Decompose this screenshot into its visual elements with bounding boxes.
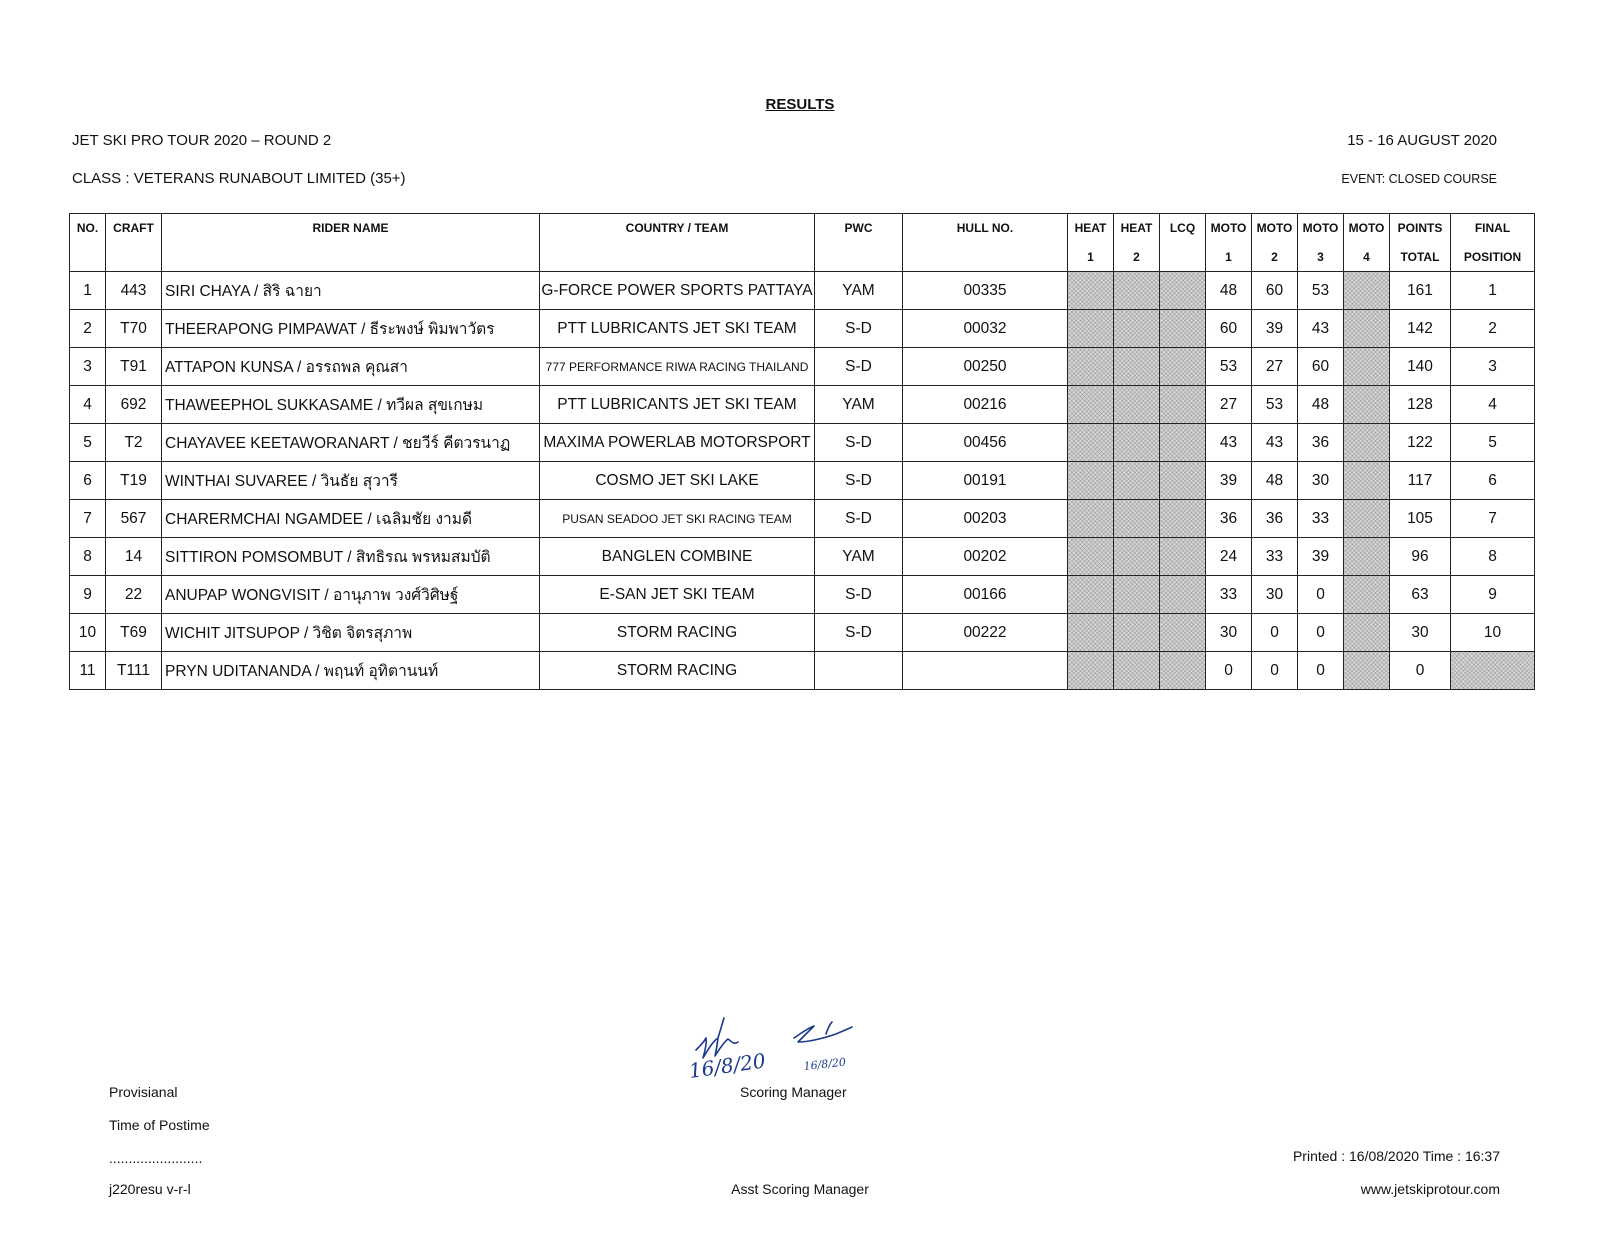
cell-moto4 xyxy=(1344,424,1390,462)
cell-lcq xyxy=(1160,348,1206,386)
cell-points-total: 140 xyxy=(1390,348,1451,386)
cell-hull-no: 00203 xyxy=(903,500,1068,538)
cell-heat1 xyxy=(1068,272,1114,310)
cell-heat2 xyxy=(1114,424,1160,462)
cell-team: BANGLEN COMBINE xyxy=(540,538,815,576)
document-code: j220resu v-r-l xyxy=(109,1181,191,1197)
cell-craft: T111 xyxy=(106,652,162,690)
cell-final-position: 3 xyxy=(1451,348,1535,386)
cell-rider-name: SIRI CHAYA / สิริ ฉายา xyxy=(162,272,540,310)
asst-scoring-manager-label: Asst Scoring Manager xyxy=(731,1181,869,1197)
cell-team: STORM RACING xyxy=(540,652,815,690)
cell-moto1: 33 xyxy=(1206,576,1252,614)
cell-hull-no: 00032 xyxy=(903,310,1068,348)
cell-pwc: S-D xyxy=(815,462,903,500)
header-moto1-num: 1 xyxy=(1206,242,1252,272)
cell-moto4 xyxy=(1344,614,1390,652)
cell-no: 6 xyxy=(70,462,106,500)
cell-hull-no: 00222 xyxy=(903,614,1068,652)
header-moto3: MOTO xyxy=(1298,214,1344,243)
cell-pwc xyxy=(815,652,903,690)
cell-moto2: 48 xyxy=(1252,462,1298,500)
cell-points-total: 161 xyxy=(1390,272,1451,310)
cell-heat2 xyxy=(1114,272,1160,310)
signature-date-1: 16/8/20 xyxy=(690,1048,768,1083)
cell-craft: 567 xyxy=(106,500,162,538)
header-final-position: POSITION xyxy=(1451,242,1535,272)
cell-team: PUSAN SEADOO JET SKI RACING TEAM xyxy=(540,500,815,538)
cell-heat1 xyxy=(1068,652,1114,690)
cell-moto2: 53 xyxy=(1252,386,1298,424)
cell-points-total: 63 xyxy=(1390,576,1451,614)
cell-moto4 xyxy=(1344,386,1390,424)
cell-final-position: 6 xyxy=(1451,462,1535,500)
cell-moto4 xyxy=(1344,348,1390,386)
cell-pwc: S-D xyxy=(815,576,903,614)
header-lcq: LCQ xyxy=(1160,214,1206,243)
cell-craft: 443 xyxy=(106,272,162,310)
cell-craft: T2 xyxy=(106,424,162,462)
cell-team: 777 PERFORMANCE RIWA RACING THAILAND xyxy=(540,348,815,386)
cell-heat1 xyxy=(1068,310,1114,348)
signature-date-2: 16/8/20 xyxy=(802,1055,847,1073)
cell-team: COSMO JET SKI LAKE xyxy=(540,462,815,500)
header-final: FINAL xyxy=(1451,214,1535,243)
cell-no: 2 xyxy=(70,310,106,348)
cell-team: PTT LUBRICANTS JET SKI TEAM xyxy=(540,386,815,424)
cell-moto2: 36 xyxy=(1252,500,1298,538)
cell-lcq xyxy=(1160,310,1206,348)
cell-points-total: 30 xyxy=(1390,614,1451,652)
cell-craft: T19 xyxy=(106,462,162,500)
cell-no: 7 xyxy=(70,500,106,538)
cell-moto2: 43 xyxy=(1252,424,1298,462)
cell-no: 11 xyxy=(70,652,106,690)
cell-moto2: 33 xyxy=(1252,538,1298,576)
cell-hull-no: 00456 xyxy=(903,424,1068,462)
cell-final-position: 9 xyxy=(1451,576,1535,614)
cell-lcq xyxy=(1160,576,1206,614)
header-rider-cont xyxy=(162,242,540,272)
signature-drawing xyxy=(690,1012,890,1084)
cell-lcq xyxy=(1160,272,1206,310)
cell-moto4 xyxy=(1344,462,1390,500)
header-moto1: MOTO xyxy=(1206,214,1252,243)
header-pwc: PWC xyxy=(815,214,903,243)
cell-moto2: 0 xyxy=(1252,614,1298,652)
cell-moto3: 33 xyxy=(1298,500,1344,538)
cell-rider-name: ATTAPON KUNSA / อรรถพล คุณสา xyxy=(162,348,540,386)
cell-points-total: 122 xyxy=(1390,424,1451,462)
cell-pwc: YAM xyxy=(815,538,903,576)
cell-lcq xyxy=(1160,538,1206,576)
cell-heat2 xyxy=(1114,500,1160,538)
cell-moto1: 36 xyxy=(1206,500,1252,538)
cell-moto4 xyxy=(1344,576,1390,614)
cell-heat1 xyxy=(1068,386,1114,424)
cell-final-position: 1 xyxy=(1451,272,1535,310)
cell-heat1 xyxy=(1068,576,1114,614)
cell-moto3: 60 xyxy=(1298,348,1344,386)
table-row xyxy=(70,462,1535,500)
header-moto2-num: 2 xyxy=(1252,242,1298,272)
cell-pwc: S-D xyxy=(815,500,903,538)
cell-craft: 692 xyxy=(106,386,162,424)
header-hull-cont xyxy=(903,242,1068,272)
cell-moto4 xyxy=(1344,272,1390,310)
cell-moto1: 27 xyxy=(1206,386,1252,424)
header-moto4: MOTO xyxy=(1344,214,1390,243)
cell-rider-name: PRYN UDITANANDA / พฤนท์ อุทิตานนท์ xyxy=(162,652,540,690)
cell-team: E-SAN JET SKI TEAM xyxy=(540,576,815,614)
cell-heat1 xyxy=(1068,424,1114,462)
cell-pwc: S-D xyxy=(815,348,903,386)
header-moto3-num: 3 xyxy=(1298,242,1344,272)
cell-moto1: 0 xyxy=(1206,652,1252,690)
cell-points-total: 128 xyxy=(1390,386,1451,424)
cell-points-total: 96 xyxy=(1390,538,1451,576)
cell-heat2 xyxy=(1114,576,1160,614)
cell-hull-no: 00216 xyxy=(903,386,1068,424)
header-lcq-cont xyxy=(1160,242,1206,272)
header-pwc-cont xyxy=(815,242,903,272)
cell-hull-no: 00191 xyxy=(903,462,1068,500)
cell-heat2 xyxy=(1114,614,1160,652)
time-placeholder-dots: ........................ xyxy=(109,1150,203,1166)
cell-team: PTT LUBRICANTS JET SKI TEAM xyxy=(540,310,815,348)
cell-moto4 xyxy=(1344,500,1390,538)
cell-moto2: 39 xyxy=(1252,310,1298,348)
cell-moto1: 39 xyxy=(1206,462,1252,500)
cell-no: 3 xyxy=(70,348,106,386)
table-row xyxy=(70,500,1535,538)
event-name: JET SKI PRO TOUR 2020 – ROUND 2 xyxy=(72,132,332,149)
header-heat2-num: 2 xyxy=(1114,242,1160,272)
cell-rider-name: THEERAPONG PIMPAWAT / ธีระพงษ์ พิมพาวัตร xyxy=(162,310,540,348)
printed-timestamp: Printed : 16/08/2020 Time : 16:37 xyxy=(1292,1148,1500,1164)
cell-heat2 xyxy=(1114,652,1160,690)
header-team-cont xyxy=(540,242,815,272)
cell-points-total: 0 xyxy=(1390,652,1451,690)
table-row xyxy=(70,386,1535,424)
time-of-postime-label: Time of Postime xyxy=(109,1117,210,1133)
header-craft: CRAFT xyxy=(106,214,162,243)
table-row xyxy=(70,272,1535,310)
cell-pwc: S-D xyxy=(815,310,903,348)
cell-pwc: S-D xyxy=(815,614,903,652)
cell-lcq xyxy=(1160,614,1206,652)
cell-heat2 xyxy=(1114,348,1160,386)
cell-points-total: 117 xyxy=(1390,462,1451,500)
header-no: NO. xyxy=(70,214,106,243)
cell-moto1: 48 xyxy=(1206,272,1252,310)
cell-heat2 xyxy=(1114,538,1160,576)
cell-team: STORM RACING xyxy=(540,614,815,652)
header-points-total: TOTAL xyxy=(1390,242,1451,272)
cell-moto2: 30 xyxy=(1252,576,1298,614)
cell-moto4 xyxy=(1344,652,1390,690)
cell-heat1 xyxy=(1068,462,1114,500)
header-team: COUNTRY / TEAM xyxy=(540,214,815,243)
cell-moto3: 53 xyxy=(1298,272,1344,310)
cell-moto3: 43 xyxy=(1298,310,1344,348)
scoring-manager-label: Scoring Manager xyxy=(740,1084,847,1100)
cell-final-position: 8 xyxy=(1451,538,1535,576)
cell-no: 9 xyxy=(70,576,106,614)
cell-pwc: YAM xyxy=(815,386,903,424)
results-body xyxy=(70,272,1535,690)
cell-rider-name: ANUPAP WONGVISIT / อานุภาพ วงศ์วิศิษฐ์ xyxy=(162,576,540,614)
cell-moto3: 39 xyxy=(1298,538,1344,576)
signatures xyxy=(690,1012,890,1089)
header-no-cont xyxy=(70,242,106,272)
cell-heat2 xyxy=(1114,462,1160,500)
cell-rider-name: CHAYAVEE KEETAWORANART / ชยวีร์ คีตวรนาฏ xyxy=(162,424,540,462)
header-heat1: HEAT xyxy=(1068,214,1114,243)
cell-moto3: 36 xyxy=(1298,424,1344,462)
cell-rider-name: WICHIT JITSUPOP / วิชิต จิตรสุภาพ xyxy=(162,614,540,652)
event-dates: 15 - 16 AUGUST 2020 xyxy=(1347,132,1497,149)
cell-points-total: 142 xyxy=(1390,310,1451,348)
cell-points-total: 105 xyxy=(1390,500,1451,538)
cell-rider-name: SITTIRON POMSOMBUT / สิทธิรณ พรหมสมบัติ xyxy=(162,538,540,576)
cell-hull-no: 00335 xyxy=(903,272,1068,310)
cell-no: 10 xyxy=(70,614,106,652)
header-hull: HULL NO. xyxy=(903,214,1068,243)
cell-heat1 xyxy=(1068,348,1114,386)
cell-craft: 14 xyxy=(106,538,162,576)
header-heat2: HEAT xyxy=(1114,214,1160,243)
cell-craft: T91 xyxy=(106,348,162,386)
table-row xyxy=(70,538,1535,576)
cell-moto3: 0 xyxy=(1298,576,1344,614)
cell-rider-name: CHARERMCHAI NGAMDEE / เฉลิมชัย งามดี xyxy=(162,500,540,538)
cell-pwc: S-D xyxy=(815,424,903,462)
cell-moto4 xyxy=(1344,310,1390,348)
cell-no: 1 xyxy=(70,272,106,310)
cell-final-position: 10 xyxy=(1451,614,1535,652)
cell-no: 4 xyxy=(70,386,106,424)
cell-moto3: 30 xyxy=(1298,462,1344,500)
header-heat1-num: 1 xyxy=(1068,242,1114,272)
cell-lcq xyxy=(1160,462,1206,500)
cell-moto3: 0 xyxy=(1298,652,1344,690)
event-type: EVENT: CLOSED COURSE xyxy=(1341,172,1497,186)
cell-heat1 xyxy=(1068,614,1114,652)
header-rider: RIDER NAME xyxy=(162,214,540,243)
cell-moto2: 0 xyxy=(1252,652,1298,690)
cell-moto4 xyxy=(1344,538,1390,576)
cell-no: 8 xyxy=(70,538,106,576)
cell-moto2: 27 xyxy=(1252,348,1298,386)
table-row xyxy=(70,424,1535,462)
cell-heat1 xyxy=(1068,500,1114,538)
class-name: CLASS : VETERANS RUNABOUT LIMITED (35+) xyxy=(72,170,406,187)
cell-lcq xyxy=(1160,652,1206,690)
website-link[interactable]: www.jetskiprotour.com xyxy=(1360,1181,1500,1197)
cell-craft: T70 xyxy=(106,310,162,348)
cell-hull-no: 00166 xyxy=(903,576,1068,614)
header-moto4-num: 4 xyxy=(1344,242,1390,272)
cell-heat2 xyxy=(1114,310,1160,348)
cell-final-position: 2 xyxy=(1451,310,1535,348)
cell-heat1 xyxy=(1068,538,1114,576)
provisional-label: Provisianal xyxy=(109,1084,178,1100)
cell-moto3: 0 xyxy=(1298,614,1344,652)
cell-team: MAXIMA POWERLAB MOTORSPORT xyxy=(540,424,815,462)
header-moto2: MOTO xyxy=(1252,214,1298,243)
cell-hull-no: 00202 xyxy=(903,538,1068,576)
cell-hull-no xyxy=(903,652,1068,690)
cell-hull-no: 00250 xyxy=(903,348,1068,386)
cell-team: G-FORCE POWER SPORTS PATTAYA xyxy=(540,272,815,310)
table-row xyxy=(70,614,1535,652)
cell-craft: 22 xyxy=(106,576,162,614)
cell-pwc: YAM xyxy=(815,272,903,310)
table-row xyxy=(70,576,1535,614)
header-craft-cont xyxy=(106,242,162,272)
results-table xyxy=(69,213,1535,690)
table-row xyxy=(70,652,1535,690)
cell-lcq xyxy=(1160,386,1206,424)
cell-rider-name: THAWEEPHOL SUKKASAME / ทวีผล สุขเกษม xyxy=(162,386,540,424)
cell-final-position xyxy=(1451,652,1535,690)
cell-lcq xyxy=(1160,424,1206,462)
cell-moto1: 60 xyxy=(1206,310,1252,348)
cell-final-position: 7 xyxy=(1451,500,1535,538)
cell-moto1: 43 xyxy=(1206,424,1252,462)
signature-stroke-2 xyxy=(794,1022,852,1042)
cell-final-position: 4 xyxy=(1451,386,1535,424)
cell-moto2: 60 xyxy=(1252,272,1298,310)
cell-moto1: 24 xyxy=(1206,538,1252,576)
table-row xyxy=(70,310,1535,348)
cell-moto1: 30 xyxy=(1206,614,1252,652)
cell-rider-name: WINTHAI SUVAREE / วินธัย สุวารี xyxy=(162,462,540,500)
cell-final-position: 5 xyxy=(1451,424,1535,462)
cell-moto3: 48 xyxy=(1298,386,1344,424)
cell-craft: T69 xyxy=(106,614,162,652)
header-points: POINTS xyxy=(1390,214,1451,243)
page-title: RESULTS xyxy=(765,96,835,113)
cell-no: 5 xyxy=(70,424,106,462)
cell-heat2 xyxy=(1114,386,1160,424)
cell-moto1: 53 xyxy=(1206,348,1252,386)
cell-lcq xyxy=(1160,500,1206,538)
table-row xyxy=(70,348,1535,386)
